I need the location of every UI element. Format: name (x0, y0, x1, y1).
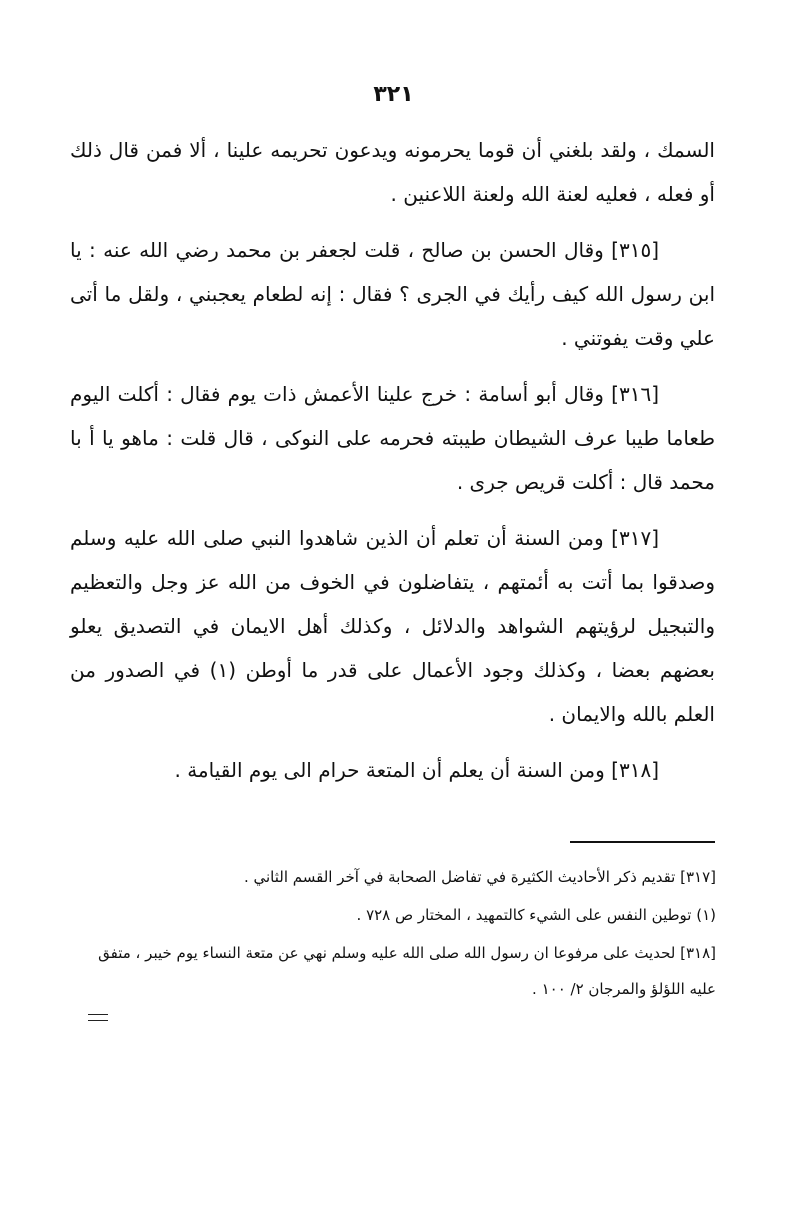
main-text (70, 128, 715, 804)
footnote-318-line1: [٣١٨] لحديث على مرفوعا ان رسول الله صلى الله عليه وسلم نهي عن متعة النساء يوم خيبر ، متفق (98, 944, 716, 962)
paragraph-316: [٣١٦] وقال أبو أسامة : خرج علينا الأعمش ذات يوم فقال : أكلت اليوم طعاما طيبا عرف الشيطان طيبته فحرمه على النوكى ، قال قلت : ماهو يا أ با محمد قال : أكلت قريص جرى . (70, 382, 715, 494)
footnotes (66, 866, 716, 1016)
footnote-separator (570, 841, 715, 843)
paragraph-318: [٣١٨] ومن السنة أن يعلم أن المتعة حرام الى يوم القيامة . (174, 758, 659, 782)
footnote-318-line2: عليه اللؤلؤ والمرجان ٢/ ١٠٠ . (532, 980, 716, 998)
footnote-318 (66, 942, 716, 1000)
page-number: ٣٢١ (373, 82, 414, 107)
footnote-317: [٣١٧] تقديم ذكر الأحاديث الكثيرة في تفاضل الصحابة في آخر القسم الثاني . (243, 868, 716, 886)
paragraph-315: [٣١٥] وقال الحسن بن صالح ، قلت لجعفر بن محمد رضي الله عنه : يا ابن رسول الله كيف رأيك في الجرى ؟ فقال : إنه لطعام يعجبني ، ولقل ما أتى علي وقت يفوتني . (70, 238, 715, 350)
paragraph-317: [٣١٧] ومن السنة أن تعلم أن الذين شاهدوا النبي صلى الله عليه وسلم وصدقوا بما أتت به أئمتهم ، يتفاضلون في الخوف من الله عز وجل والتعظيم والتبجيل لرؤيتهم الشواهد والدلائل ، وكذلك أهل الايمان في التصديق يعلو بعضهم بعضا ، وكذلك وجود الأعمال على قدر ما أوطن (١) في الصدور من العلم بالله والايمان . (70, 526, 715, 726)
double-dash-mark (88, 1014, 108, 1021)
paragraph-continuation: السمك ، ولقد بلغني أن قوما يحرمونه ويدعون تحريمه علينا ، ألا فمن قال ذلك أو فعله ، فعليه لعنة الله ولعنة اللاعنين . (70, 138, 715, 206)
footnote-1: (١) توطين النفس على الشيء كالتمهيد ، المختار ص ٧٢٨ . (356, 906, 716, 924)
